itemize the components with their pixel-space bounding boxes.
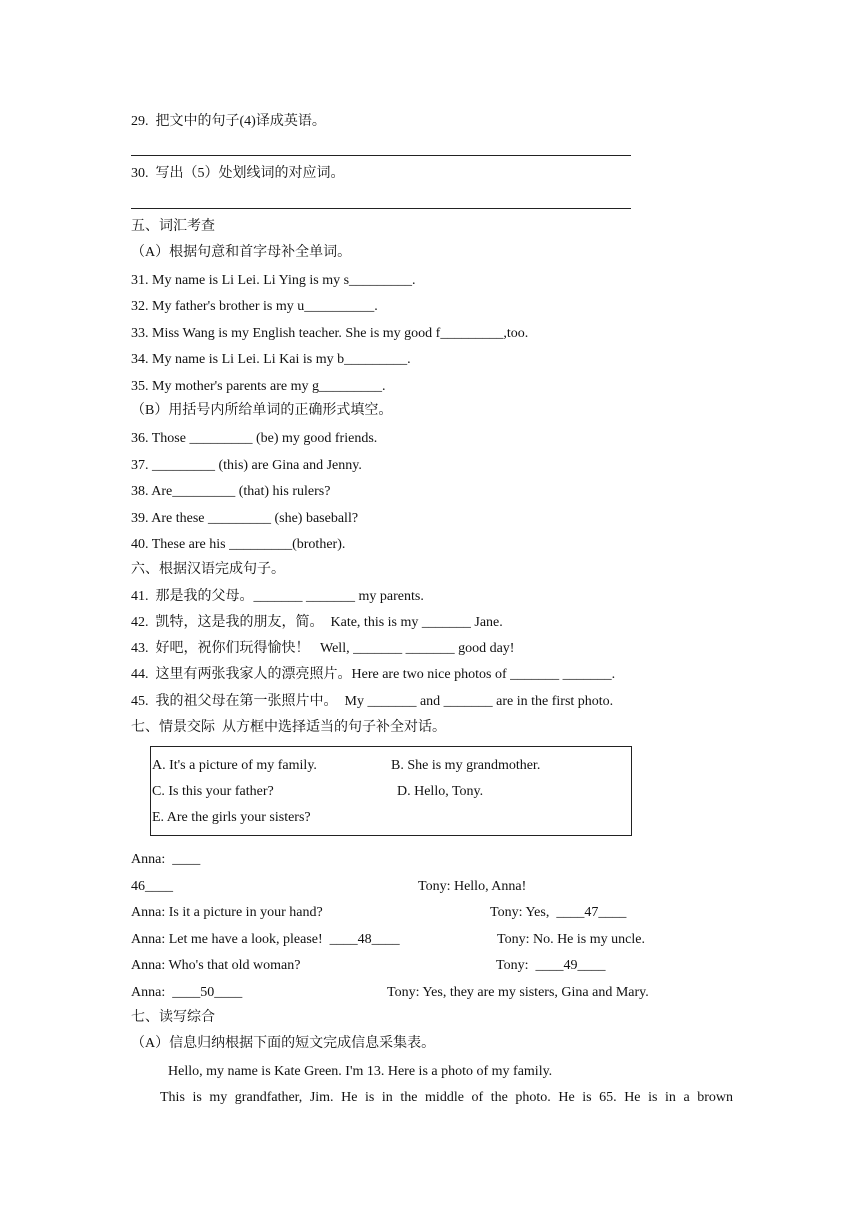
dialog-tony-5: Tony: Yes, they are my sisters, Gina and Mary.	[387, 985, 649, 1000]
dialog-tony-3: Tony: No. He is my uncle.	[497, 932, 645, 947]
option-a: A. It's a picture of my family.	[152, 758, 317, 773]
question-43: 43. 好吧，祝你们玩得愉快！ Well, _______ _______ good day!	[131, 641, 515, 656]
dialog-line-1: Anna: ____	[131, 852, 201, 867]
option-b: B. She is my grandmother.	[391, 758, 541, 773]
option-e: E. Are the girls your sisters?	[152, 810, 311, 825]
question-41: 41. 那是我的父母。_______ _______ my parents.	[131, 589, 424, 604]
question-39: 39. Are these _________ (she) baseball?	[131, 511, 359, 526]
section-5-heading: 五、词汇考查	[131, 219, 215, 234]
question-32: 32. My father's brother is my u__________.	[131, 299, 378, 314]
passage-line-1: Hello, my name is Kate Green. I'm 13. Here is a photo of my family.	[168, 1064, 553, 1079]
question-33: 33. Miss Wang is my English teacher. She is my good f_________,too.	[131, 326, 529, 341]
dialog-tony-1: Tony: Hello, Anna!	[418, 879, 527, 894]
section-7b-heading: 七、读写综合	[131, 1010, 215, 1025]
section-7-heading: 七、情景交际 从方框中选择适当的句子补全对话。	[131, 720, 446, 735]
dialog-tony-2: Tony: Yes, ____47____	[490, 905, 627, 920]
dialog-anna-5: Anna: ____50____	[131, 985, 243, 1000]
section-5a-instruction: （A）根据句意和首字母补全单词。	[131, 245, 352, 260]
question-44: 44. 这里有两张我家人的漂亮照片。Here are two nice photos of _______ _______.	[131, 667, 616, 682]
question-36: 36. Those _________ (be) my good friends.	[131, 431, 378, 446]
dialog-tony-4: Tony: ____49____	[496, 958, 606, 973]
dialog-anna-2: Anna: Is it a picture in your hand?	[131, 905, 323, 920]
question-37: 37. _________ (this) are Gina and Jenny.	[131, 458, 362, 473]
section-7b-instruction: （A）信息归纳根据下面的短文完成信息采集表。	[131, 1036, 436, 1051]
passage-line-2: This is my grandfather, Jim. He is in the middle of the photo. He is 65. He is in a brown	[160, 1090, 733, 1105]
question-40: 40. These are his _________(brother).	[131, 537, 346, 552]
dialog-anna-4: Anna: Who's that old woman?	[131, 958, 301, 973]
option-c: C. Is this your father?	[152, 784, 274, 799]
question-38: 38. Are_________ (that) his rulers?	[131, 484, 331, 499]
section-6-heading: 六、根据汉语完成句子。	[131, 562, 285, 577]
answer-line-29	[131, 155, 631, 156]
options-box	[150, 746, 632, 836]
dialog-anna-3: Anna: Let me have a look, please! ____48____	[131, 932, 400, 947]
question-42: 42. 凯特，这是我的朋友，简。 Kate, this is my _______ Jane.	[131, 615, 503, 630]
answer-line-30	[131, 208, 631, 209]
question-29: 29. 把文中的句子(4)译成英语。	[131, 114, 326, 129]
dialog-blank-46: 46____	[131, 879, 173, 894]
question-35: 35. My mother's parents are my g_________.	[131, 379, 386, 394]
question-30: 30. 写出（5）处划线词的对应词。	[131, 166, 345, 181]
question-45: 45. 我的祖父母在第一张照片中。 My _______ and _______ are in the first photo.	[131, 694, 614, 709]
question-34: 34. My name is Li Lei. Li Kai is my b_________.	[131, 352, 411, 367]
section-5b-instruction: （B）用括号内所给单词的正确形式填空。	[131, 403, 393, 418]
option-d: D. Hello, Tony.	[397, 784, 484, 799]
question-31: 31. My name is Li Lei. Li Ying is my s_________.	[131, 273, 416, 288]
